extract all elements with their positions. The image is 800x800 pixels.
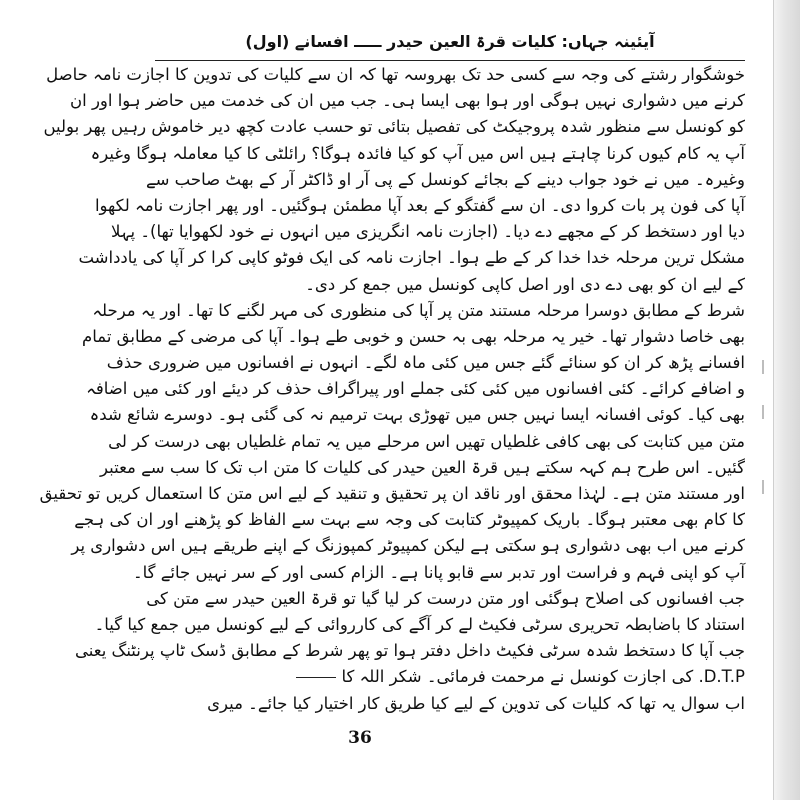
text-line: وغیرہ۔ میں نے خود جواب دینے کے بجائے کونسل کے پی آر او ڈاکٹر آر کے بھٹ صاحب سے [145,169,745,189]
text-line: اب سوال یہ تھا کہ کلیات کی تدوین کے لیے کیا طریق کار اختیار کیا جائے۔ میری [207,693,745,713]
text-line: آپا کی فون پر بات کروا دی۔ ان سے گفتگو کے بعد آپا مطمئن ہوگئیں۔ اور پھر اجازت نامہ لکھوا [94,195,745,215]
text-line: جب افسانوں کی اصلاح ہوگئی اور متن درست کر لیا گیا تو قرۃ العین حیدر سے متن کی [146,588,745,608]
text-line: گئیں۔ اس طرح ہم کہہ سکتے ہیں قرۃ العین حیدر کی کلیات کا متن اب تک کا سب سے معتبر [100,457,745,477]
header-rule [155,60,745,61]
text-line: کے لیے ان کو بھی دے دی اور اصل کاپی کونسل میں جمع کر دی۔ [305,274,745,294]
text-line: و اضافے کرائے۔ کئی افسانوں میں کئی کئی جملے اور پیراگراف حذف کر دیئے اور کئی میں اضافہ [86,379,745,399]
text-line: کا کام بھی معتبر ہوگا۔ باریک کمپیوٹر کتابت کی وجہ سے بہت سے الفاظ کو پڑھنے اور ان کی ہجے [74,510,745,530]
scan-edge-shadow [773,0,800,800]
text-line: بھی کیا۔ کوئی افسانہ ایسا نہیں جس میں تھوڑی بہت ترمیم نہ کی گئی ہو۔ دوسرے شائع شدہ [89,405,745,425]
text-line: دیا اور دستخط کر کے مجھے دے دیا۔ (اجازت نامہ انگریزی میں انہوں نے خود لکھوایا تھا)۔ پہلا [111,222,745,242]
text-line: آپ کو اپنی فہم و فراست اور تدبر سے قابو پانا ہے۔ الزام کسی اور کے سر نہیں جائے گا۔ [132,562,745,582]
text-line-with-signature [150,664,745,690]
text-line: کو کونسل سے منظور شدہ پروجیکٹ کی تفصیل بتائی تو حسب عادت کچھ دیر خاموش رہیں پھر بولیں [43,117,745,137]
text-line: متن میں کتابت کی بھی کافی غلطیاں تھیں اس مرحلے میں یہ تمام غلطیاں بھی درست کر لی [108,431,745,451]
text-line: آپ یہ کام کیوں کرنا چاہتے ہیں اس میں آپ کو کیا فائدہ ہوگا؟ رائلٹی کا کیا معاملہ ہوگا وغیرہ [90,143,745,163]
text-line: D.T.P. کی اجازت کونسل نے مرحمت فرمائی۔ شکر اللہ کا [341,667,745,687]
margin-mark [762,360,764,374]
text-line: استناد کا باضابطہ تحریری سرٹی فکیٹ لے کر آگے کی کارروائی کے لیے کونسل میں جمع کیا گیا۔ [94,614,745,634]
text-line: افسانے پڑھ کر ان کو سنائے گئے جس میں کئی ماہ لگے۔ انہوں نے افسانوں میں ضروری حذف [106,353,745,373]
text-line: اور مستند متن ہے۔ لہٰذا محقق اور ناقد ان پر تحقیق و تنقید کے لیے اس متن کا استعمال کریں تو تحقیق [39,484,745,503]
text-line: مشکل ترین مرحلہ خدا خدا کر کے طے ہوا۔ اجازت نامہ کی ایک فوٹو کاپی کرا کر آپا کی یادداشت [78,248,745,268]
text-line: کرنے میں دشواری نہیں ہوگی اور ہوا بھی ایسا ہی۔ جب میں ان کی خدمت میں حاضر ہوا اور ان [70,91,745,111]
margin-mark [762,480,764,494]
text-line: خوشگوار رشتے کی وجہ سے کسی حد تک بھروسہ تھا کہ ان سے کلیات کی تدوین کا اجازت نامہ حاصل [46,65,745,84]
running-header: آیئینہ جہاں: کلیات قرۃ العین حیدر ـــــ افسانے (اول) [245,32,655,51]
text-line: جب آپا کا دستخط شدہ سرٹی فکیٹ داخل دفتر ہوا تو پھر شرط کے مطابق ڈسک ٹاپ پرنٹنگ یعنی [75,641,745,661]
body-text [39,62,745,717]
margin-mark [762,405,764,419]
text-line: کرنے میں اب بھی دشواری ہو سکتی ہے لیکن کمپیوٹر کمپوزنگ کے اپنے طریقے ہیں اس دشواری پر [71,536,745,556]
page-number: 36 [348,728,372,748]
underline-blank [296,677,336,678]
text-line: بھی خاصا دشوار تھا۔ خیر یہ مرحلہ بھی بہ حسن و خوبی طے ہوا۔ آپا کی مرضی کے مطابق تمام [82,326,745,346]
text-line: شرط کے مطابق دوسرا مرحلہ مستند متن پر آپا کی منظوری کی مہر لگنے کا تھا۔ اور یہ مرحلہ [92,300,745,320]
